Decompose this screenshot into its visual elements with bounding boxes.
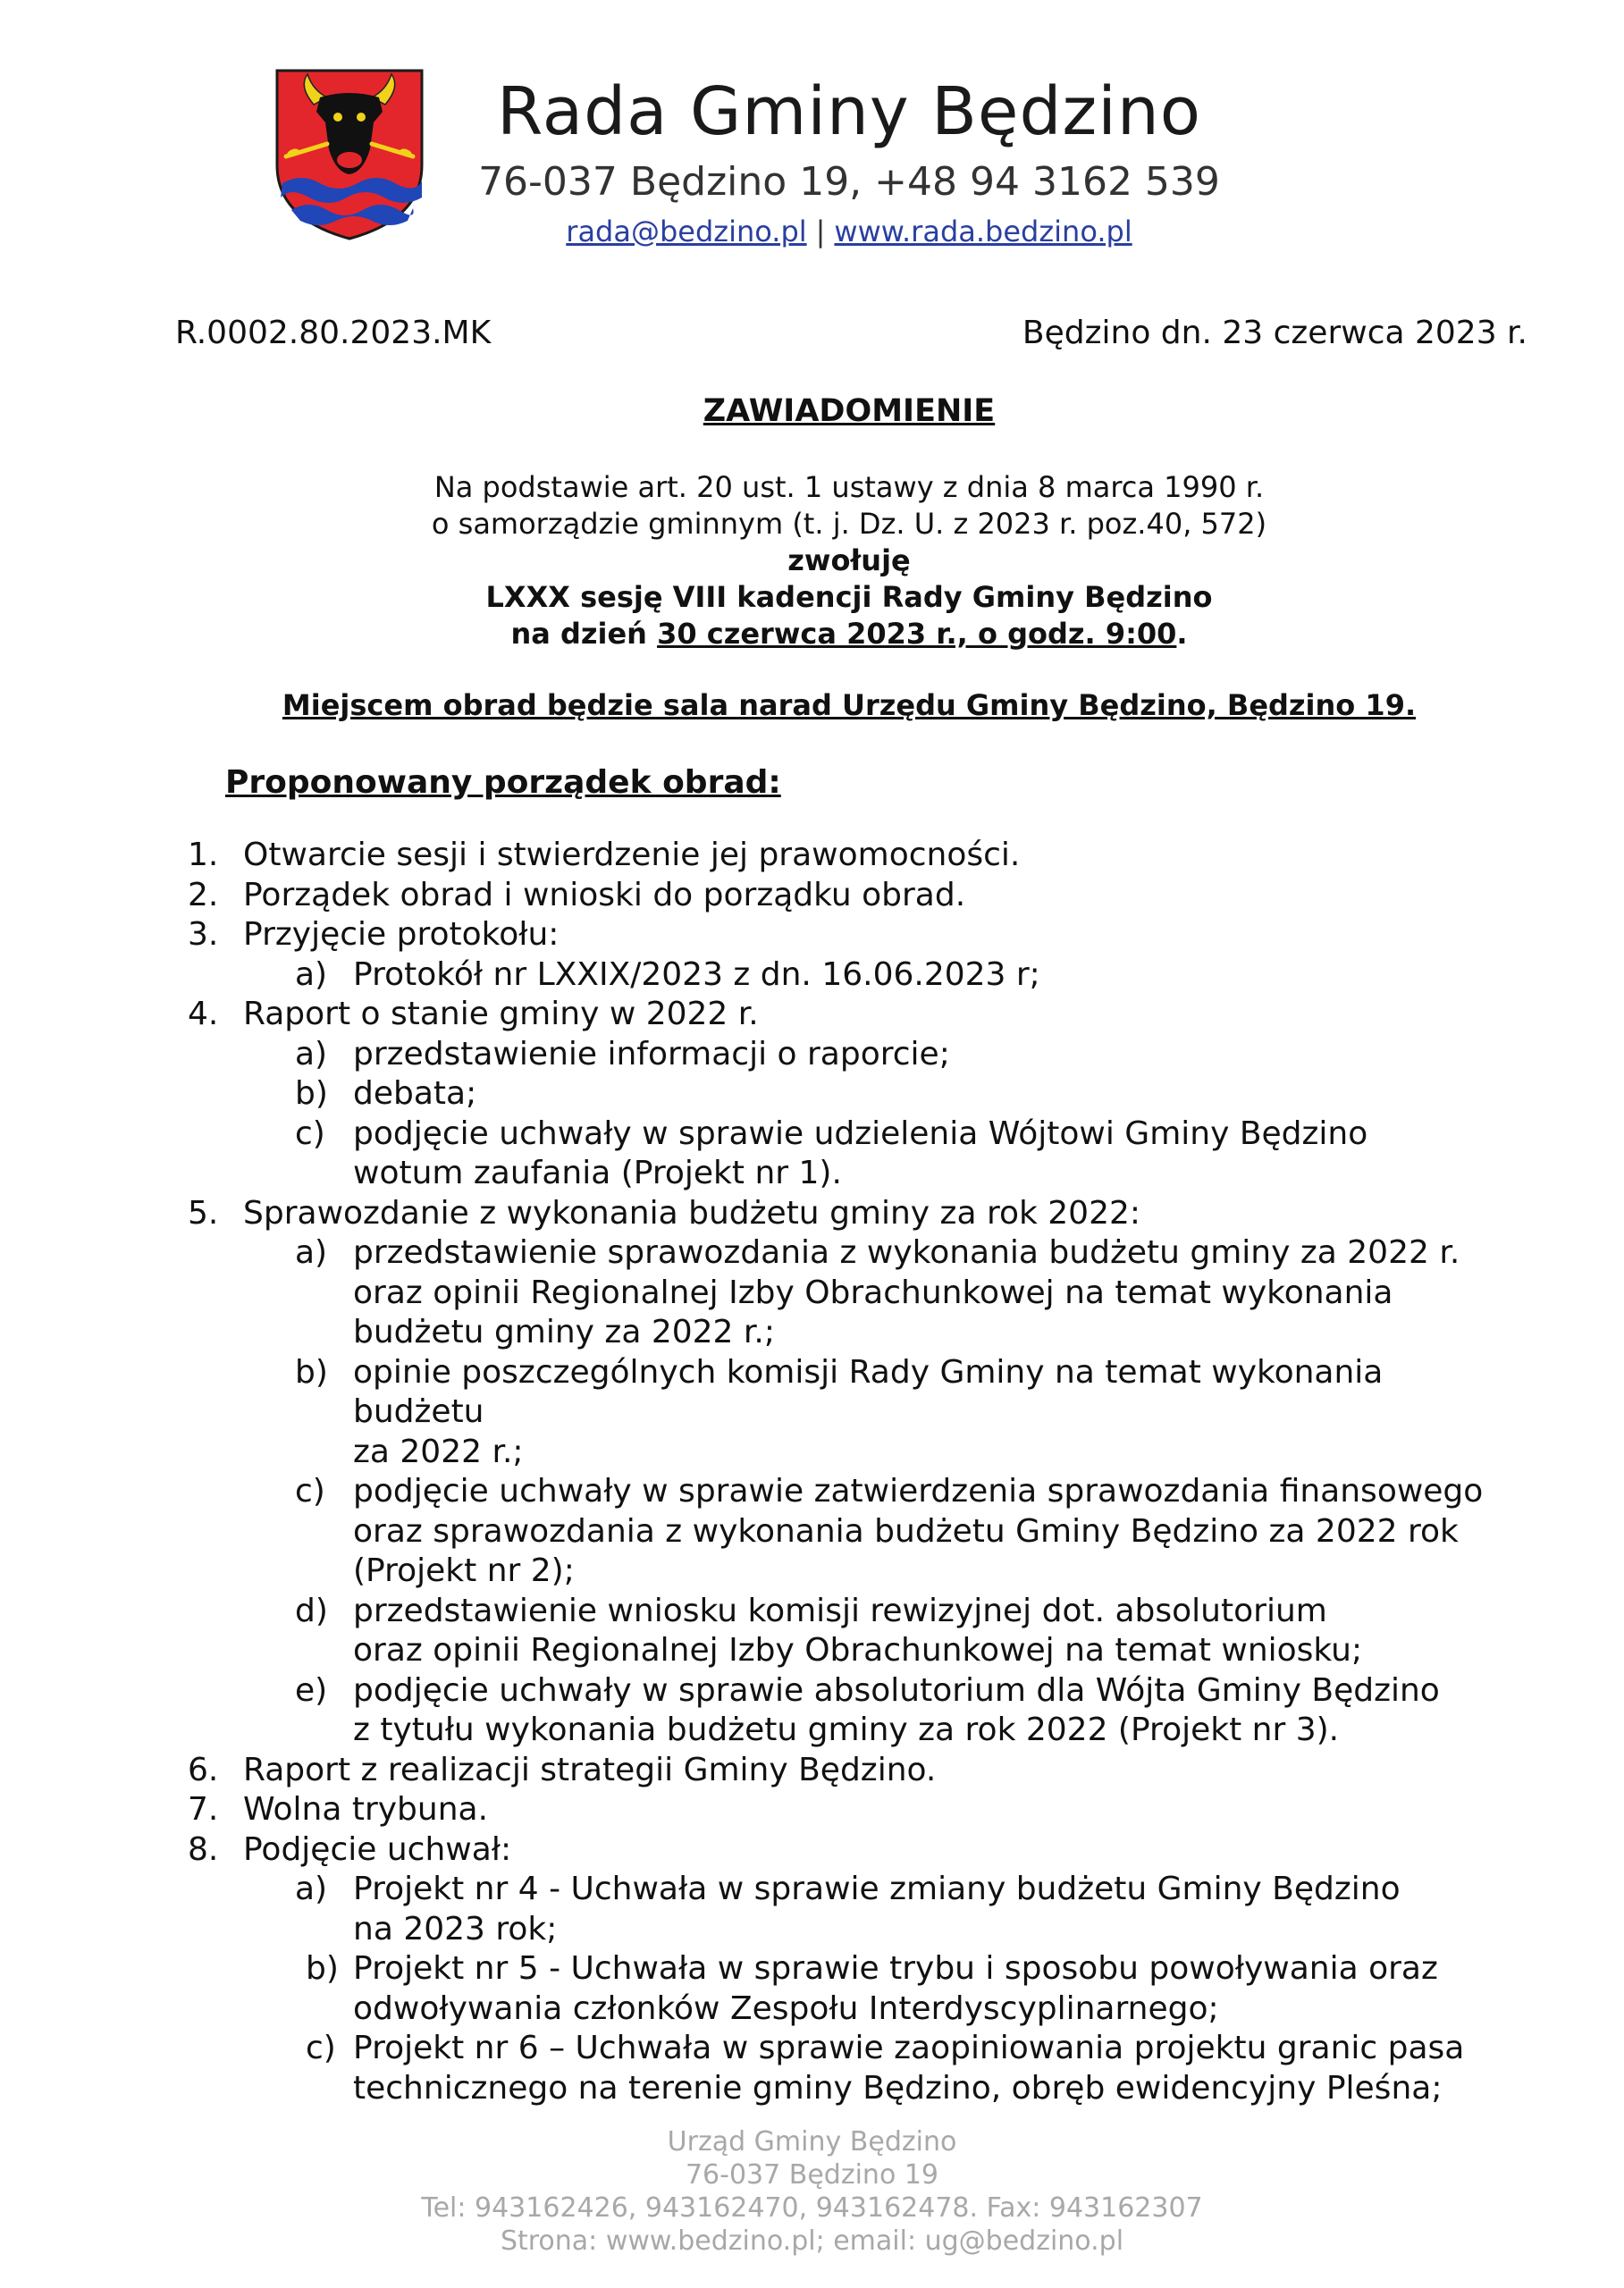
subitem-line: przedstawienie wniosku komisji rewizyjnej dot. absolutorium xyxy=(353,1592,1327,1629)
session-date-prefix: na dzień xyxy=(510,617,658,651)
subitem-line: oraz sprawozdania z wykonania budżetu Gminy Będzino za 2022 rok xyxy=(353,1512,1459,1550)
footer-web-email: Strona: www.bedzino.pl; email: ug@bedzino.pl xyxy=(500,2225,1124,2257)
agenda-item xyxy=(188,915,1484,955)
organization-address: 76-037 Będzino 19, +48 94 3162 539 xyxy=(478,159,1220,205)
subitem-text: Protokół nr LXXIX/2023 z dn. 16.06.2023 r; xyxy=(353,955,1040,993)
footer-office-name: Urząd Gminy Będzino xyxy=(667,2126,957,2158)
organization-name: Rada Gminy Będzino xyxy=(496,73,1202,150)
item-number: 6. xyxy=(188,1751,219,1788)
item-number: 4. xyxy=(188,996,219,1032)
agenda-subitem xyxy=(188,955,1484,996)
agenda-item xyxy=(188,1830,1484,1871)
item-text: Przyjęcie protokołu: xyxy=(243,916,560,953)
subitem-line: wotum zaufania (Projekt nr 1). xyxy=(353,1155,842,1191)
subitem-line: oraz opinii Regionalnej Izby Obrachunkowej na temat wniosku; xyxy=(353,1632,1363,1669)
agenda-item xyxy=(188,995,1484,1035)
subitem-letter: a) xyxy=(295,1234,328,1271)
item-text: Podjęcie uchwał: xyxy=(243,1830,512,1868)
agenda-subitem xyxy=(188,1115,1484,1194)
subitem-letter: c) xyxy=(306,2030,336,2066)
subitem-text: debata; xyxy=(353,1075,477,1112)
session-datetime: 30 czerwca 2023 r., o godz. 9:00 xyxy=(657,617,1177,651)
agenda-subitem xyxy=(188,1870,1484,1949)
item-number: 2. xyxy=(188,876,219,913)
item-number: 7. xyxy=(188,1791,219,1828)
footer-address: 76-037 Będzino 19 xyxy=(685,2159,939,2191)
organization-links xyxy=(358,214,1341,248)
subitem-letter: b) xyxy=(295,1075,328,1112)
item-text: Sprawozdanie z wykonania budżetu gminy za rok 2022: xyxy=(243,1194,1141,1232)
item-text: Porządek obrad i wnioski do porządku obrad. xyxy=(243,876,966,913)
item-text: Otwarcie sesji i stwierdzenie jej prawomocności. xyxy=(243,837,1021,873)
document-title: ZAWIADOMIENIE xyxy=(703,393,996,429)
link-separator: | xyxy=(815,214,826,248)
subitem-letter: b) xyxy=(306,1950,339,1987)
agenda-item xyxy=(188,1790,1484,1830)
agenda-list xyxy=(188,836,1484,2108)
item-number: 1. xyxy=(188,837,219,873)
agenda-item xyxy=(188,1194,1484,1234)
subitem-letter: d) xyxy=(295,1592,328,1629)
agenda-subitem xyxy=(188,1074,1484,1115)
subitem-line: Projekt nr 4 - Uchwała w sprawie zmiany budżetu Gminy Będzino xyxy=(353,1871,1401,1907)
item-text: Raport o stanie gminy w 2022 r. xyxy=(243,996,759,1032)
office-footer xyxy=(0,2125,1624,2258)
document-date: Będzino dn. 23 czerwca 2023 r. xyxy=(1022,315,1527,351)
footer-phone: Tel: 943162426, 943162470, 943162478. Fax: 943162307 xyxy=(421,2192,1203,2224)
subitem-letter: c) xyxy=(295,1473,325,1510)
basis-line: Na podstawie art. 20 ust. 1 ustawy z dnia 8 marca 1990 r. xyxy=(433,470,1265,504)
agenda-heading: Proponowany porządek obrad: xyxy=(225,764,781,801)
item-text: Wolna trybuna. xyxy=(243,1791,489,1828)
basis-line: o samorządzie gminnym (t. j. Dz. U. z 2023 r. poz.40, 572) xyxy=(431,507,1267,541)
subitem-line: Projekt nr 6 – Uchwała w sprawie zaopiniowania projektu granic pasa xyxy=(353,2030,1465,2066)
subitem-letter: a) xyxy=(295,1035,328,1072)
subitem-line: przedstawienie sprawozdania z wykonania budżetu gminy za 2022 r. xyxy=(353,1234,1460,1271)
agenda-subitem xyxy=(188,1233,1484,1353)
session-datetime-line xyxy=(0,616,1624,652)
email-link[interactable]: rada@bedzino.pl xyxy=(566,214,807,248)
subitem-line: odwoływania członków Zespołu Interdyscyplinarnego; xyxy=(353,1989,1219,2027)
agenda-item xyxy=(188,1751,1484,1791)
subitem-line: technicznego na terenie gminy Będzino, obręb ewidencyjny Pleśna; xyxy=(353,2069,1443,2107)
subitem-letter: a) xyxy=(295,1871,328,1907)
subitem-text: przedstawienie informacji o raporcie; xyxy=(353,1035,950,1072)
website-link[interactable]: www.rada.bedzino.pl xyxy=(834,214,1132,248)
agenda-item xyxy=(188,836,1484,876)
subitem-line: za 2022 r.; xyxy=(353,1433,524,1470)
session-name: LXXX sesję VIII kadencji Rady Gminy Będzino xyxy=(485,580,1213,614)
item-number: 5. xyxy=(188,1194,219,1232)
subitem-line: budżetu gminy za 2022 r.; xyxy=(353,1314,775,1350)
item-number: 8. xyxy=(188,1830,219,1868)
reference-number: R.0002.80.2023.MK xyxy=(175,315,492,351)
subitem-line: Projekt nr 5 - Uchwała w sprawie trybu i sposobu powoływania oraz xyxy=(353,1950,1438,1987)
agenda-subitem xyxy=(188,1592,1484,1671)
legal-basis xyxy=(0,469,1624,652)
item-text: Raport z realizacji strategii Gminy Będzino. xyxy=(243,1751,937,1788)
agenda-subitem xyxy=(188,1949,1484,2029)
item-number: 3. xyxy=(188,916,219,953)
subitem-line: podjęcie uchwały w sprawie absolutorium dla Wójta Gminy Będzino xyxy=(353,1671,1440,1709)
agenda-subitem xyxy=(188,1472,1484,1592)
subitem-line: podjęcie uchwały w sprawie zatwierdzenia sprawozdania finansowego xyxy=(353,1473,1484,1510)
subitem-line: (Projekt nr 2); xyxy=(353,1552,575,1589)
subitem-line: opinie poszczególnych komisji Rady Gminy na temat wykonania budżetu xyxy=(353,1353,1384,1430)
agenda-subitem xyxy=(188,2029,1484,2108)
agenda-subitem xyxy=(188,1671,1484,1751)
subitem-letter: e) xyxy=(295,1671,328,1709)
subitem-line: oraz opinii Regionalnej Izby Obrachunkowej na temat wykonania xyxy=(353,1274,1393,1311)
subitem-line: podjęcie uchwały w sprawie udzielenia Wójtowi Gminy Będzino xyxy=(353,1115,1368,1152)
agenda-item xyxy=(188,876,1484,916)
subitem-line: z tytułu wykonania budżetu gminy za rok 2022 (Projekt nr 3). xyxy=(353,1712,1340,1748)
subitem-line: na 2023 rok; xyxy=(353,1910,558,1947)
meeting-place: Miejscem obrad będzie sala narad Urzędu Gminy Będzino, Będzino 19. xyxy=(282,688,1417,722)
subitem-letter: a) xyxy=(295,955,328,993)
basis-line: zwołuję xyxy=(787,543,911,577)
agenda-subitem xyxy=(188,1035,1484,1075)
agenda-subitem xyxy=(188,1353,1484,1473)
session-date-suffix: . xyxy=(1176,617,1188,651)
subitem-letter: b) xyxy=(295,1353,328,1391)
subitem-letter: c) xyxy=(295,1115,325,1152)
